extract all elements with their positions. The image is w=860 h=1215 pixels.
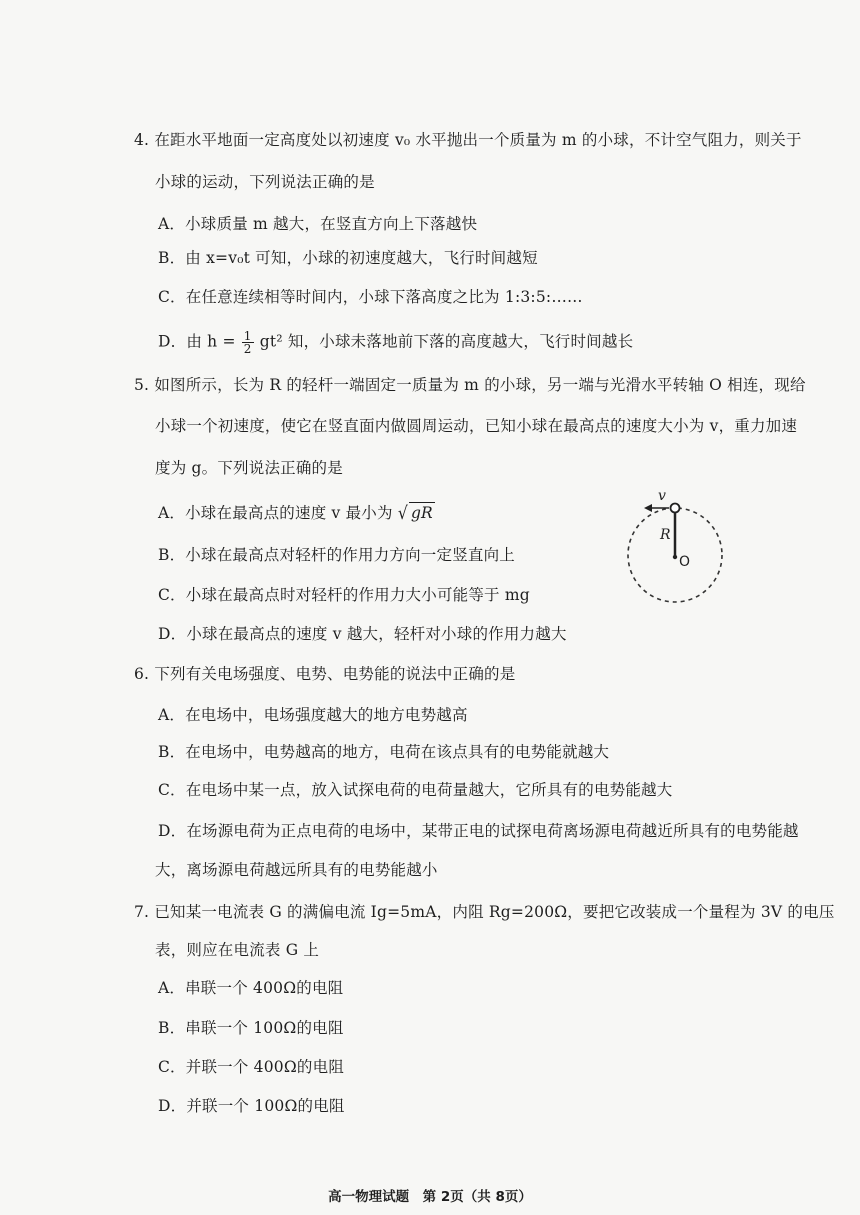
q5-a-sqrt: gR xyxy=(410,504,433,522)
q5-option-d: D．小球在最高点的速度 v 越大，轻杆对小球的作用力越大 xyxy=(158,625,567,643)
q7-option-c: C．并联一个 400Ω的电阻 xyxy=(158,1058,345,1076)
q4-stem-line1: 4. 在距水平地面一定高度处以初速度 v₀ 水平抛出一个质量为 m 的小球，不计空气阻力，则关于 xyxy=(134,131,802,149)
q4-d-frac-num: 1 xyxy=(243,329,252,343)
q6-option-d-line1: D．在场源电荷为正点电荷的电场中，某带正电的试探电荷离场源电荷越近所具有的电势能越 xyxy=(158,822,799,840)
q6-option-d-line2: 大，离场源电荷越远所具有的电势能越小 xyxy=(155,861,438,879)
q7-option-b: B．串联一个 100Ω的电阻 xyxy=(158,1019,344,1037)
q4-option-b: B．由 x=v₀t 可知，小球的初速度越大，飞行时间越短 xyxy=(158,249,538,267)
sqrt-sign: √ xyxy=(397,502,408,524)
q4-option-d xyxy=(158,330,633,355)
q4-option-a: A．小球质量 m 越大，在竖直方向上下落越快 xyxy=(158,215,478,233)
q7-stem-line1: 7. 已知某一电流表 G 的满偏电流 Ig=5mA，内阻 Rg=200Ω，要把它改装成一个量程为 3V 的电压 xyxy=(134,903,835,921)
q5-option-c: C．小球在最高点时对轻杆的作用力大小可能等于 mg xyxy=(158,586,530,604)
pivot-label: O xyxy=(679,554,691,570)
q5-option-b: B．小球在最高点对轻杆的作用力方向一定竖直向上 xyxy=(158,546,515,564)
q5-stem-line2: 小球一个初速度，使它在竖直面内做圆周运动，已知小球在最高点的速度大小为 v，重力加速 xyxy=(155,417,798,435)
q4-stem-line2: 小球的运动，下列说法正确的是 xyxy=(155,173,375,191)
circular-motion-diagram xyxy=(620,485,750,610)
q6-stem: 6. 下列有关电场强度、电势、电势能的说法中正确的是 xyxy=(134,665,516,683)
q4-d-suffix: gt² 知，小球未落地前下落的高度越大，飞行时间越长 xyxy=(259,332,634,351)
arrow-head-icon xyxy=(644,504,652,512)
pivot-point xyxy=(673,555,677,559)
q6-option-a: A．在电场中，电场强度越大的地方电势越高 xyxy=(158,706,468,724)
q5-stem-line3: 度为 g。下列说法正确的是 xyxy=(155,459,343,477)
q7-option-d: D．并联一个 100Ω的电阻 xyxy=(158,1097,345,1115)
q6-option-b: B．在电场中，电势越高的地方，电荷在该点具有的电势能就越大 xyxy=(158,743,610,761)
page-footer: 高一物理试题 第 2页（共 8页） xyxy=(328,1189,532,1205)
q5-stem-line1: 5. 如图所示，长为 R 的轻杆一端固定一质量为 m 的小球，另一端与光滑水平转轴 O 相连，现给 xyxy=(134,376,806,394)
radius-label: R xyxy=(660,527,671,543)
q5-option-a xyxy=(158,502,435,523)
q4-d-prefix: D．由 h = xyxy=(158,332,236,351)
q5-figure xyxy=(620,485,750,610)
velocity-label: v xyxy=(658,488,666,504)
q4-d-frac-den: 2 xyxy=(243,342,252,356)
q7-option-a: A．串联一个 400Ω的电阻 xyxy=(158,979,344,997)
q7-stem-line2: 表，则应在电流表 G 上 xyxy=(155,941,320,959)
q5-a-prefix: A．小球在最高点的速度 v 最小为 xyxy=(158,504,393,522)
q6-option-c: C．在电场中某一点，放入试探电荷的电荷量越大，它所具有的电势能越大 xyxy=(158,781,673,799)
q4-option-c: C．在任意连续相等时间内，小球下落高度之比为 1:3:5:…… xyxy=(158,288,583,306)
ball xyxy=(671,504,680,513)
q4-d-fraction xyxy=(242,330,254,355)
